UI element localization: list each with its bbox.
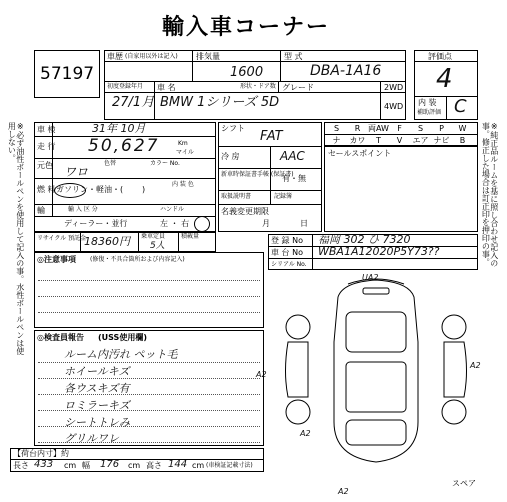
fuel-label: 燃 料 [37,185,56,194]
damage-mark-right: A2 [470,361,481,370]
spare-label: スペア [452,479,476,488]
inspector-line-2: ホイールキズ [64,365,130,378]
record-label: 記録簿 [274,193,293,200]
right-handle-circle [194,216,210,232]
month-label: 月 [262,219,270,228]
chassis-value: WBA1A12020P5Y73?? [318,245,440,258]
damage-mark-bottom-left: A2 [300,429,311,438]
import-type-label: 輸 入 区 分 [68,206,98,213]
interior-value: C [454,96,467,117]
color-label: 元色 [37,161,53,170]
inspection-label: 車 検 [37,125,56,134]
width-value: 176 [100,459,120,470]
equip-code: ナビ [433,136,450,145]
interior-color-label: 内 装 色 [172,181,194,188]
recycle-label: リサイクル 預託金 [37,235,87,242]
mileage-value: 50,627 [88,136,160,156]
serial-label: シリアル No. [271,261,307,268]
side-note-left: ※必ず油性ボールペンを使用して記入の事。水性ボールペンは使用しない。 [7,122,25,355]
sales-point-box [324,146,478,232]
width-label: 幅 [82,461,90,470]
equip-code: V [396,136,403,145]
reg-no-value: 福岡 302 ひ 7320 [318,233,411,246]
history-label: 車歴 [107,52,123,61]
mile-label: マイル [176,149,194,156]
width-cm: cm [128,461,141,470]
model-type-label: 型 式 [284,52,303,61]
displacement-value: 1600 [230,65,264,80]
4wd-label: 4WD [384,102,404,111]
capacity-value: 5人 [150,241,165,251]
inspector-label: ◎検査員報告 [37,333,84,342]
left-right: 左 ・ 右 [160,219,190,228]
manual-label: 取扱説明書 [221,193,252,200]
rename-limit-label: 名義変更期限 [221,207,269,216]
cargo-label: 【荷台内寸】約 [13,449,69,458]
inspector-line-1: ルーム内汚れ ペット毛 [64,348,178,361]
warranty-label: 新車時保証書手帳 (保証書) [221,171,294,178]
vehicle-size-note: (車検証記載寸法) [206,462,253,469]
color-no-label: カラー No. [150,160,180,167]
length-label: 長さ [13,461,29,470]
capacity-label: 乗車定員 [141,233,166,240]
2wd-label: 2WD [384,83,404,92]
displacement-label: 排気量 [196,52,220,61]
color-value: ワロ [64,165,89,179]
notes-sub: (修復・不具合箇所および内容記入) [90,256,185,263]
fuel-close: ) [142,185,146,194]
equip-code: 両AW [368,124,389,133]
day-label: 日 [300,219,308,228]
height-cm: cm [192,461,205,470]
equip-code: S [333,124,340,133]
inspector-line-4: ロミラーキズ [64,399,130,412]
chassis-label: 車 台 No [271,248,303,257]
equip-row-1 [326,125,473,133]
ac-label: 冷 房 [221,152,240,161]
car-name-value: BMW 1シリーズ 5D [160,95,280,110]
inspector-sub: (USS使用欄) [98,333,147,342]
length-cm: cm [64,461,77,470]
shift-value: FAT [260,129,283,144]
first-reg-label: 初度登録年月 [107,83,144,90]
notes-label: ◎注意事項 [37,255,76,264]
page-title: 輸入車コーナー [162,14,331,40]
fuel-circle [54,183,86,198]
grade-value: 4 [436,64,453,94]
grade-field-label: グレード [282,83,314,92]
length-value: 433 [34,459,54,470]
equip-code: ナ [332,136,341,145]
inspector-line-6: グリルワレ [64,432,119,445]
car-name-label: 車 名 [157,83,176,92]
reg-no-label: 登 録 No [271,236,303,245]
interior-label: 内 装 [418,98,437,107]
car-diagram [268,272,490,472]
inspector-line-3: 各ウスキズ有 [64,382,130,395]
first-reg-value: 27/1月 [112,95,155,110]
model-value: DBA-1A16 [310,63,382,79]
interior-sub-label: 補助評価 [417,109,442,116]
shape-label: 形状・ドア数 [240,83,276,90]
equip-code: カワ [349,136,366,145]
equip-code: R [354,124,361,133]
equip-code: W [458,124,467,133]
color-change-label: 色替 [104,160,117,167]
lot-number: 57197 [40,64,95,84]
inspection-value: 31年 10月 [92,122,146,135]
inspector-line-5: シートトレみ [64,416,130,429]
history-note: (自家用以外は記入) [125,53,178,60]
equip-code: T [376,136,381,145]
side-note-right: ※純正品ルームを基に照し合わせ記入の事。修正した場合は訂正印を押印の事。 [481,122,499,267]
fuel-options: ガソリン・軽油・( [56,185,124,194]
shift-label: シフト [221,124,245,133]
equip-code: P [439,124,444,133]
import-label: 輸 [37,206,45,215]
height-value: 144 [168,459,188,470]
equip-code: F [397,124,402,133]
equip-code: B [459,136,466,145]
grade-title: 評価点 [428,52,452,61]
ac-value: AAC [280,149,305,163]
height-label: 高さ [146,461,162,470]
load-label: 積載量 [181,233,200,240]
km-label: Km [178,140,188,147]
equip-code: エア [412,136,429,145]
damage-mark-top: UA2 [362,273,379,282]
sales-point-label: セールスポイント [328,149,392,158]
equip-code: S [417,124,424,133]
handle-label: ハンドル [160,206,185,213]
damage-mark-bottom: A2 [338,487,349,496]
warranty-yes-no: 有・無 [282,174,306,183]
dealer-parallel: ディーラー・並行 [64,219,128,228]
recycle-value: 18360円 [84,235,130,248]
mileage-label: 走 行 [37,142,56,151]
damage-mark-left: A2 [256,370,267,379]
equip-row-2 [326,137,473,145]
